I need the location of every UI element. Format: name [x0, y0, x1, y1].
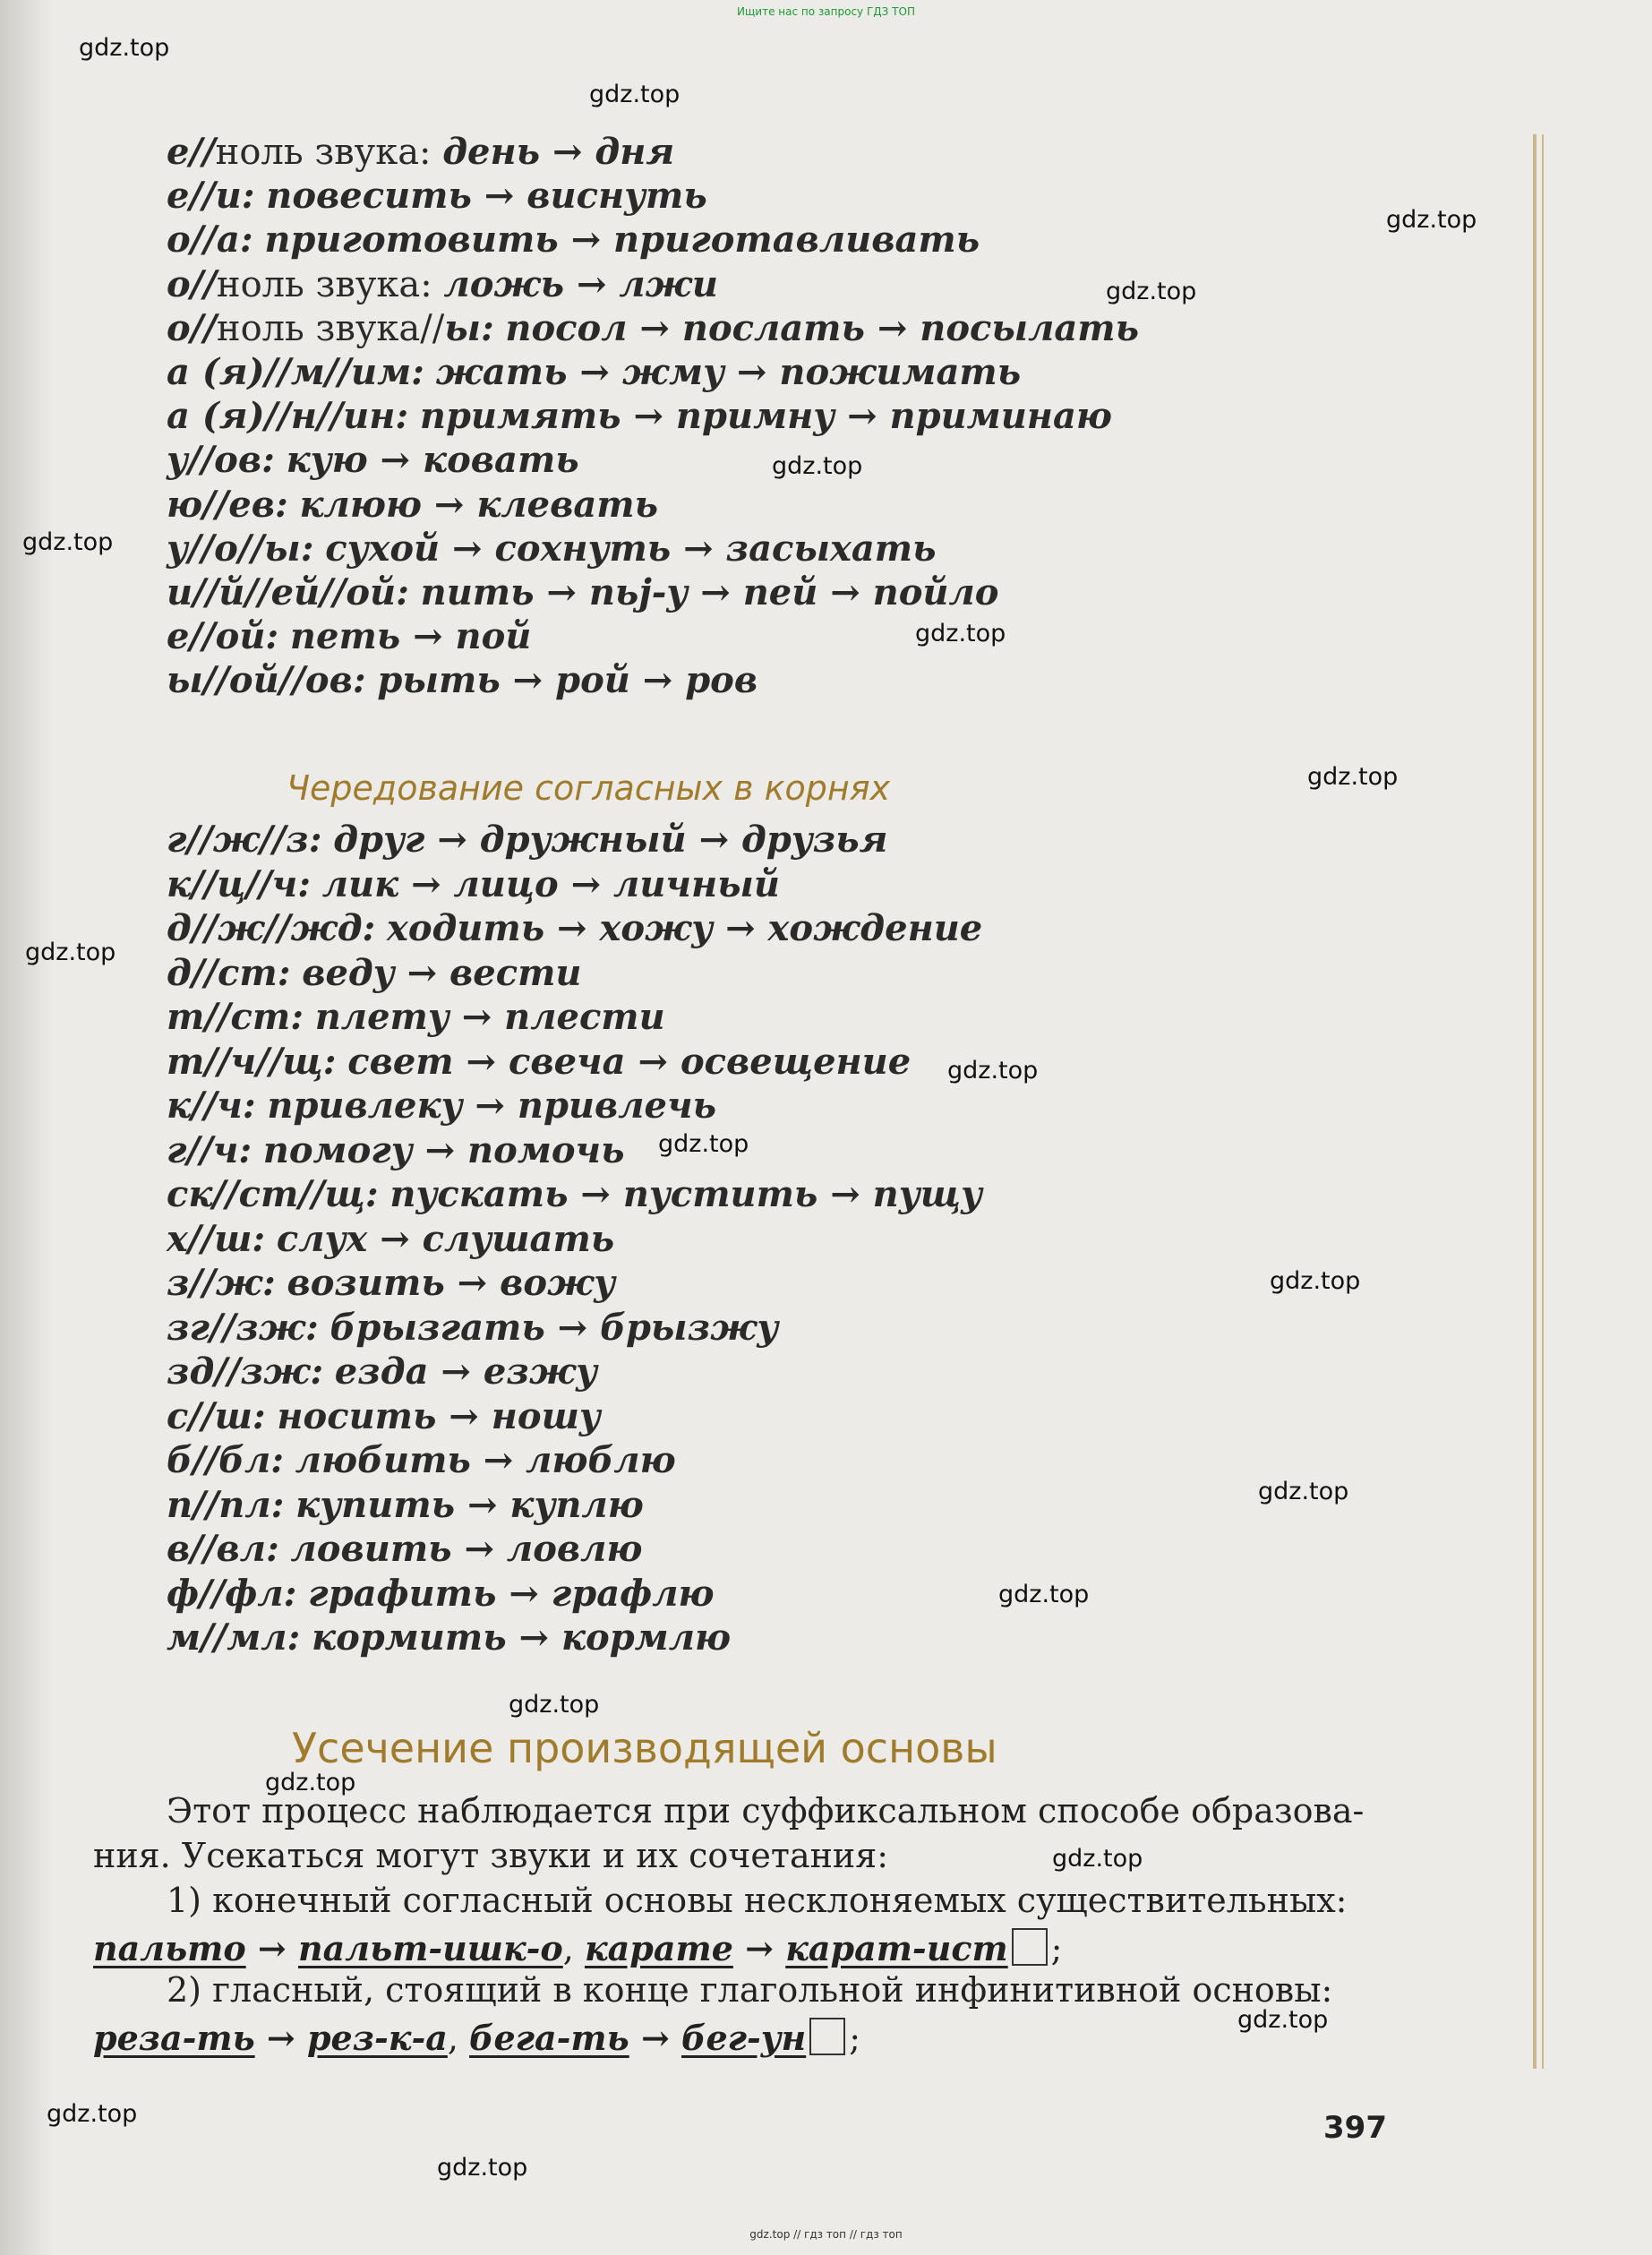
- alternation-row: [167, 527, 937, 570]
- margin-rule: [1533, 134, 1536, 2069]
- example-word: пальт-ишк-о: [298, 1928, 563, 1968]
- alternation-example: приготовить → приготавливать: [264, 219, 980, 262]
- alternation-note: ноль звука//: [216, 307, 445, 349]
- paragraph-line: ния. Усекаться могут звуки и их сочетания:: [93, 1836, 889, 1875]
- example-word: бега-ть: [469, 2018, 629, 2058]
- semicolon: ;: [1050, 1929, 1063, 1968]
- alternation-row: [167, 439, 579, 482]
- alternation-example: пускать → пустить → пущу: [389, 1173, 982, 1215]
- alternation-pattern: с//ш:: [167, 1394, 266, 1437]
- alternation-example: примять → примну → приминаю: [419, 395, 1112, 438]
- arrow: →: [254, 2018, 307, 2058]
- scan-shadow: [0, 0, 54, 2255]
- semicolon: ;: [849, 2019, 861, 2058]
- arrow: →: [245, 1928, 298, 1968]
- alternation-pattern: д//ст:: [167, 951, 291, 994]
- alternation-pattern: ы:: [444, 306, 494, 349]
- bottom-banner: gdz.top // гдз топ // гдз топ: [749, 2228, 903, 2241]
- alternation-row: [167, 1128, 625, 1171]
- alternation-example: слух → слушать: [276, 1217, 615, 1260]
- alternation-example: день → дня: [442, 131, 675, 173]
- alternation-example: любить → люблю: [295, 1439, 676, 1481]
- watermark: gdz.top: [772, 452, 863, 480]
- watermark: gdz.top: [25, 939, 116, 966]
- alternation-example: купить → куплю: [295, 1483, 644, 1526]
- alternation-row: [167, 907, 983, 949]
- alternation-row: [167, 262, 718, 305]
- alternation-example: сухой → сохнуть → засыхать: [325, 527, 937, 570]
- alternation-pattern: а (я)//н//ин:: [167, 395, 409, 438]
- alternation-example: привлеку → привлечь: [267, 1085, 716, 1127]
- list-item-example: [93, 1928, 1062, 1966]
- alternation-example: лик → лицо → личный: [321, 862, 780, 905]
- alternation-row: [167, 1262, 616, 1304]
- alternation-pattern: м//мл:: [167, 1616, 301, 1659]
- alternation-note: ноль звука:: [216, 263, 444, 305]
- alternation-pattern: а (я)//м//им:: [167, 351, 424, 393]
- alternation-pattern: т//ст:: [167, 996, 304, 1038]
- alternation-row: [167, 306, 1139, 349]
- alternation-example: ловить → ловлю: [290, 1528, 643, 1570]
- arrow: →: [732, 1928, 786, 1968]
- alternation-example: ложь → лжи: [443, 262, 718, 305]
- alternation-row: [167, 571, 999, 613]
- watermark: gdz.top: [1258, 1478, 1349, 1505]
- watermark: gdz.top: [1106, 278, 1197, 305]
- alternation-pattern: е//: [167, 131, 216, 173]
- paragraph-line: Этот процесс наблюдается при суффиксальном способе образова-: [167, 1791, 1365, 1831]
- suffix-box-icon: [809, 2018, 845, 2055]
- watermark: gdz.top: [658, 1130, 749, 1158]
- list-item-example: [93, 2018, 861, 2058]
- watermark: gdz.top: [1237, 2006, 1329, 2034]
- consonant-heading: Чередование согласных в корнях: [287, 768, 891, 808]
- alternation-pattern: з//ж:: [167, 1262, 276, 1304]
- margin-rule: [1542, 134, 1544, 2069]
- alternation-example: повесить → виснуть: [266, 175, 707, 218]
- alternation-row: [167, 395, 1112, 438]
- alternation-note: ноль звука:: [215, 132, 443, 173]
- alternation-pattern: п//пл:: [167, 1483, 285, 1526]
- alternation-pattern: х//ш:: [167, 1217, 266, 1260]
- alternation-row: [167, 131, 675, 173]
- alternation-row: [167, 1306, 779, 1349]
- watermark: gdz.top: [509, 1691, 600, 1719]
- alternation-example: графить → графлю: [308, 1572, 715, 1615]
- watermark: gdz.top: [1270, 1267, 1361, 1295]
- alternation-pattern: у//ов:: [167, 439, 275, 482]
- alternation-pattern: б//бл:: [167, 1439, 285, 1481]
- alternation-row: [167, 1350, 597, 1393]
- alternation-pattern: ск//ст//щ:: [167, 1173, 379, 1215]
- watermark: gdz.top: [79, 34, 170, 62]
- alternation-row: [167, 483, 659, 526]
- alternation-row: [167, 659, 758, 702]
- watermark: gdz.top: [1052, 1845, 1143, 1873]
- alternation-pattern: о//а:: [167, 219, 253, 262]
- list-item-text: 2) гласный, стоящий в конце глагольной инфинитивной основы:: [167, 1970, 1333, 2010]
- alternation-pattern: о//: [167, 262, 217, 305]
- alternation-pattern: г//ч:: [167, 1128, 253, 1171]
- alternation-example: помогу → помочь: [262, 1128, 625, 1171]
- watermark: gdz.top: [1386, 206, 1477, 234]
- example-word: реза-ть: [93, 2018, 255, 2058]
- alternation-row: [167, 1572, 715, 1615]
- alternation-row: [167, 1394, 601, 1437]
- alternation-row: [167, 951, 582, 994]
- comma: ,: [447, 2019, 470, 2058]
- page-number: 397: [1323, 2110, 1387, 2146]
- alternation-row: [167, 1528, 643, 1570]
- alternation-row: [167, 1616, 732, 1659]
- alternation-row: [167, 1085, 716, 1127]
- alternation-pattern: д//ж//жд:: [167, 907, 376, 949]
- alternation-example: клюю → клевать: [299, 483, 659, 526]
- alternation-pattern: к//ч:: [167, 1085, 256, 1127]
- alternation-example: брызгать → брызжу: [330, 1306, 779, 1349]
- alternation-example: веду → вести: [302, 951, 582, 994]
- alternation-pattern: в//вл:: [167, 1528, 279, 1570]
- alternation-pattern: т//ч//щ:: [167, 1040, 337, 1083]
- alternation-example: носить → ношу: [277, 1394, 601, 1437]
- alternation-example: жать → жму → пожимать: [435, 351, 1022, 393]
- alternation-row: [167, 175, 707, 218]
- watermark: gdz.top: [589, 81, 680, 108]
- example-word: карат-ист: [785, 1928, 1008, 1968]
- alternation-row: [167, 862, 780, 905]
- watermark: gdz.top: [265, 1769, 356, 1796]
- example-word: карате: [584, 1928, 733, 1968]
- top-banner: Ищите нас по запросу ГДЗ ТОП: [737, 5, 915, 18]
- watermark: gdz.top: [437, 2154, 528, 2182]
- alternation-example: свет → свеча → освещение: [347, 1040, 912, 1083]
- example-word: бег-ун: [681, 2018, 807, 2058]
- section-title: Усечение производящей основы: [292, 1724, 997, 1772]
- alternation-example: плету → плести: [314, 996, 665, 1038]
- list-item-text: 1) конечный согласный основы несклоняемых существительных:: [167, 1881, 1348, 1920]
- alternation-row: [167, 219, 980, 262]
- alternation-row: [167, 1173, 982, 1215]
- alternation-example: езда → езжу: [334, 1350, 597, 1393]
- alternation-row: [167, 996, 665, 1038]
- alternation-pattern: ы//ой//ов:: [167, 659, 366, 702]
- alternation-pattern: у//о//ы:: [167, 527, 314, 570]
- alternation-pattern: е//и:: [167, 175, 255, 218]
- alternation-pattern: зг//зж:: [167, 1306, 319, 1349]
- alternation-pattern: и//й//ей//ой:: [167, 571, 409, 613]
- alternation-row: [167, 615, 532, 658]
- alternation-pattern: ю//ев:: [167, 483, 288, 526]
- alternation-row: [167, 1439, 676, 1481]
- watermark: gdz.top: [915, 620, 1006, 647]
- alternation-example: ходить → хожу → хождение: [387, 907, 983, 949]
- example-word: пальто: [93, 1928, 246, 1968]
- watermark: gdz.top: [1307, 763, 1399, 791]
- alternation-row: [167, 819, 888, 861]
- alternation-pattern: о//: [167, 306, 217, 349]
- alternation-example: пить → пьj-у → пей → пойло: [420, 571, 999, 613]
- alternation-example: посол → послать → посылать: [505, 306, 1139, 349]
- watermark: gdz.top: [22, 528, 114, 556]
- watermark: gdz.top: [998, 1581, 1090, 1608]
- arrow: →: [629, 2018, 682, 2058]
- alternation-pattern: е//ой:: [167, 615, 279, 658]
- example-word: рез-к-а: [306, 2018, 448, 2058]
- alternation-pattern: г//ж//з:: [167, 819, 322, 861]
- watermark: gdz.top: [47, 2100, 138, 2128]
- comma: ,: [562, 1929, 585, 1968]
- alternation-example: петь → пой: [289, 615, 532, 658]
- alternation-example: друг → дружный → друзья: [333, 819, 888, 861]
- alternation-example: кормить → кормлю: [312, 1616, 732, 1659]
- watermark: gdz.top: [947, 1057, 1039, 1085]
- alternation-row: [167, 1040, 912, 1083]
- alternation-example: возить → вожу: [287, 1262, 616, 1304]
- alternation-example: рыть → рой → ров: [377, 659, 758, 702]
- alternation-row: [167, 351, 1022, 393]
- alternation-row: [167, 1483, 644, 1526]
- suffix-box-icon: [1012, 1928, 1048, 1966]
- alternation-row: [167, 1217, 615, 1260]
- alternation-pattern: зд//зж:: [167, 1350, 324, 1393]
- alternation-pattern: ф//фл:: [167, 1572, 297, 1615]
- alternation-example: кую → ковать: [286, 439, 579, 482]
- alternation-pattern: к//ц//ч:: [167, 862, 311, 905]
